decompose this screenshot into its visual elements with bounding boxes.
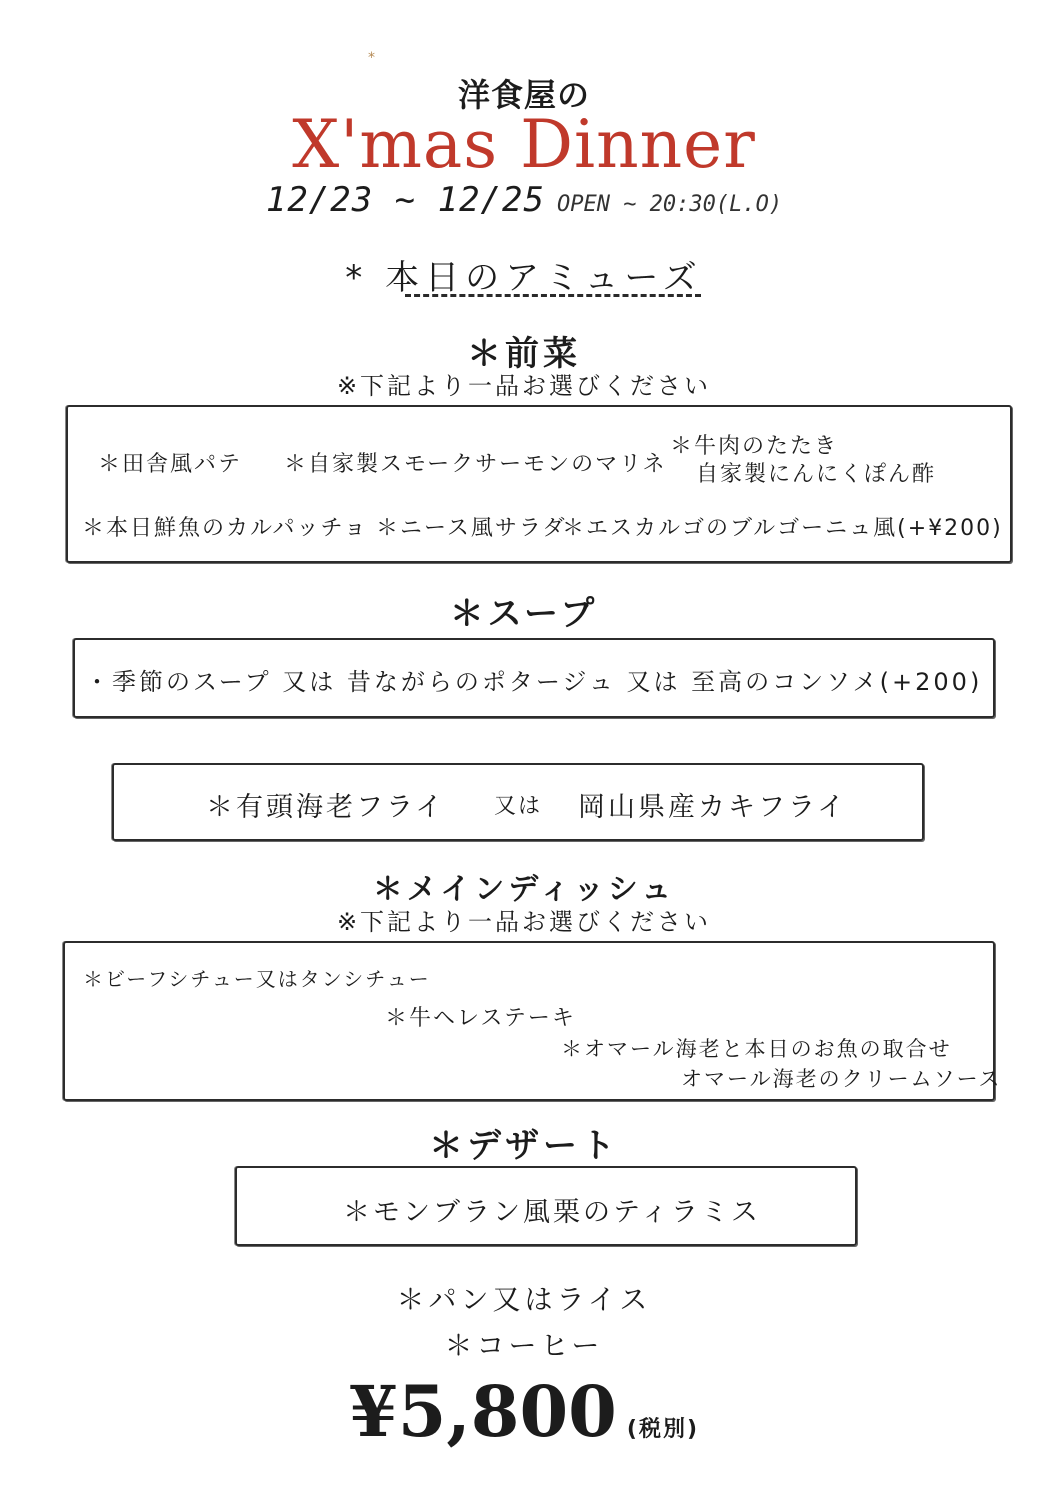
menu-title: X'mas Dinner bbox=[292, 106, 756, 183]
main-item: ＊オマール海老と本日のお魚の取合せ bbox=[561, 1037, 952, 1061]
starter-item: ＊エスカルゴのブルゴーニュ風(+¥200) bbox=[562, 516, 1003, 541]
soup-box bbox=[73, 638, 995, 718]
dessert-box bbox=[235, 1166, 857, 1246]
starter-item-sub: 自家製にんにくぽん酢 bbox=[696, 462, 937, 487]
fry-box bbox=[112, 763, 924, 841]
fry-item: ＊有頭海老フライ bbox=[206, 792, 446, 823]
starter-box bbox=[66, 405, 1012, 563]
starter-item: ＊本日鮮魚のカルパッチョ bbox=[82, 516, 368, 541]
opening-hours: OPEN ~ 20:30(L.O) bbox=[556, 192, 783, 217]
dessert-item: ＊モンブラン風栗のティラミス bbox=[343, 1197, 761, 1228]
price-line bbox=[0, 1370, 1048, 1453]
starter-item: ＊自家製スモークサーモンのマリネ bbox=[284, 452, 667, 477]
coffee: ＊コーヒー bbox=[444, 1329, 604, 1362]
starter-heading: ＊前菜 bbox=[467, 334, 581, 374]
star-decoration-icon: * bbox=[368, 50, 375, 66]
tax-note: (税別) bbox=[626, 1417, 700, 1442]
restaurant-subtitle: 洋食屋の bbox=[457, 76, 590, 114]
dessert-heading: ＊デザート bbox=[429, 1126, 619, 1166]
main-heading: ＊メインディッシュ bbox=[372, 872, 676, 907]
event-dates: 12/23 ~ 12/25 bbox=[265, 180, 545, 220]
starter-item: ＊ニース風サラダ bbox=[376, 516, 567, 541]
price-value: ¥5,800 bbox=[348, 1370, 617, 1453]
bread-or-rice: ＊パン又はライス bbox=[396, 1283, 652, 1316]
fry-or: 又は bbox=[494, 794, 543, 819]
dates-line bbox=[0, 180, 1048, 220]
amuse-heading: * 本日のアミューズ bbox=[345, 258, 703, 298]
main-box bbox=[63, 941, 1002, 1101]
main-note: ※下記より一品お選びください bbox=[336, 908, 712, 936]
starter-item: ＊田舎風パテ bbox=[98, 452, 243, 477]
amuse-underline bbox=[405, 294, 701, 297]
main-item: ＊ビーフシチュー又はタンシチュー bbox=[83, 967, 431, 991]
main-item-sub: オマール海老のクリームソース bbox=[681, 1067, 1002, 1091]
starter-note: ※下記より一品お選びください bbox=[336, 372, 712, 400]
fry-item: 岡山県産カキフライ bbox=[578, 792, 848, 823]
starter-item: ＊牛肉のたたき bbox=[670, 434, 839, 459]
soup-items: ・季節のスープ 又は 昔ながらのポタージュ 又は 至高のコンソメ(+200) bbox=[85, 668, 983, 696]
main-item: ＊牛ヘレステーキ bbox=[385, 1006, 576, 1031]
soup-heading: ＊スープ bbox=[449, 594, 599, 634]
